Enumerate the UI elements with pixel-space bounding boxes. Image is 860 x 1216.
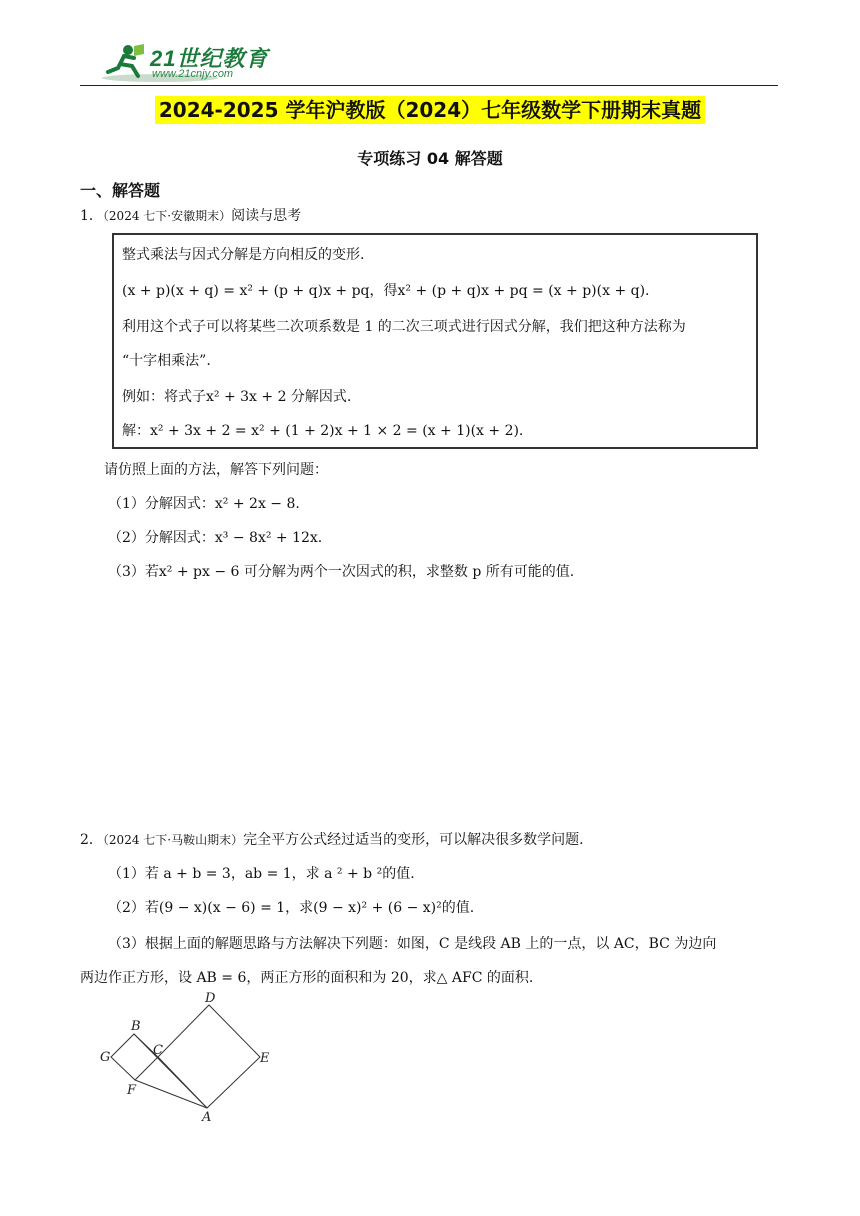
box-line-3: 利用这个式子可以将某些二次项系数是 1 的二次三项式进行因式分解，我们把这种方法称为 bbox=[122, 319, 686, 335]
box-line-6: 解：x² + 3x + 2 = x² + (1 + 2)x + 1 × 2 = (x + 1)(x + 2). bbox=[122, 423, 524, 439]
q2-number: 2． bbox=[80, 832, 103, 848]
q2-header bbox=[80, 830, 584, 850]
q1-number: 1． bbox=[80, 208, 103, 224]
label-g: G bbox=[100, 1050, 111, 1065]
q2-part-2: （2）若(9 − x)(x − 6) = 1，求(9 − x)² + (6 − x)²的值. bbox=[108, 900, 475, 916]
segment-fa bbox=[135, 1080, 207, 1108]
q1-part-1: （1）分解因式：x² + 2x − 8. bbox=[108, 496, 300, 512]
q2-part-3-cont: 两边作正方形，设 AB = 6，两正方形的面积和为 20，求△ AFC 的面积. bbox=[80, 970, 534, 986]
logo-url: www.21cnjy.com bbox=[152, 68, 234, 80]
box-line-5: 例如：将式子x² + 3x + 2 分解因式. bbox=[122, 389, 352, 405]
q1-part-2: （2）分解因式：x³ − 8x² + 12x. bbox=[108, 530, 323, 546]
page-title-text: 2024-2025 学年沪教版（2024）七年级数学下册期末真题 bbox=[155, 96, 705, 124]
box-line-1: 整式乘法与因式分解是方向相反的变形. bbox=[122, 247, 365, 263]
geometry-figure bbox=[95, 992, 285, 1124]
label-f: F bbox=[127, 1083, 137, 1098]
box-line-4: “十字相乘法”. bbox=[122, 353, 211, 369]
page-title bbox=[0, 94, 860, 123]
box-line-2: (x + p)(x + q) = x² + (p + q)x + pq，得x² + (p + q)x + pq = (x + p)(x + q). bbox=[122, 283, 650, 299]
q1-intro: 阅读与思考 bbox=[231, 208, 302, 224]
label-d: D bbox=[205, 992, 216, 1006]
section-heading: 一、解答题 bbox=[80, 181, 161, 200]
q1-header bbox=[80, 206, 301, 226]
q2-source: （2024 七下·马鞍山期末） bbox=[102, 833, 244, 847]
q1-reading-box bbox=[112, 233, 758, 449]
square-acde bbox=[158, 1005, 260, 1108]
segment-ab bbox=[134, 1034, 207, 1108]
square-bcfg bbox=[111, 1034, 158, 1080]
label-a: A bbox=[202, 1110, 212, 1124]
q1-part-3: （3）若x² + px − 6 可分解为两个一次因式的积，求整数 p 所有可能的值. bbox=[108, 564, 575, 580]
logo-text: 21世纪教育 bbox=[150, 46, 269, 71]
q1-source: （2024 七下·安徽期末） bbox=[102, 209, 232, 223]
label-e: E bbox=[260, 1051, 270, 1066]
q2-part-3: （3）根据上面的解题思路与方法解决下列题：如图，C 是线段 AB 上的一点，以 AC，BC 为边向 bbox=[108, 936, 717, 952]
header-divider bbox=[80, 85, 778, 86]
label-c: C bbox=[153, 1043, 163, 1058]
q2-part-1: （1）若 a + b = 3，ab = 1，求 a ² + b ²的值. bbox=[108, 866, 415, 882]
label-b: B bbox=[131, 1019, 141, 1034]
q2-intro: 完全平方公式经过适当的变形，可以解决很多数学问题. bbox=[243, 832, 584, 848]
q1-prompt: 请仿照上面的方法，解答下列问题： bbox=[104, 462, 328, 478]
page-subtitle: 专项练习 04 解答题 bbox=[357, 149, 503, 168]
